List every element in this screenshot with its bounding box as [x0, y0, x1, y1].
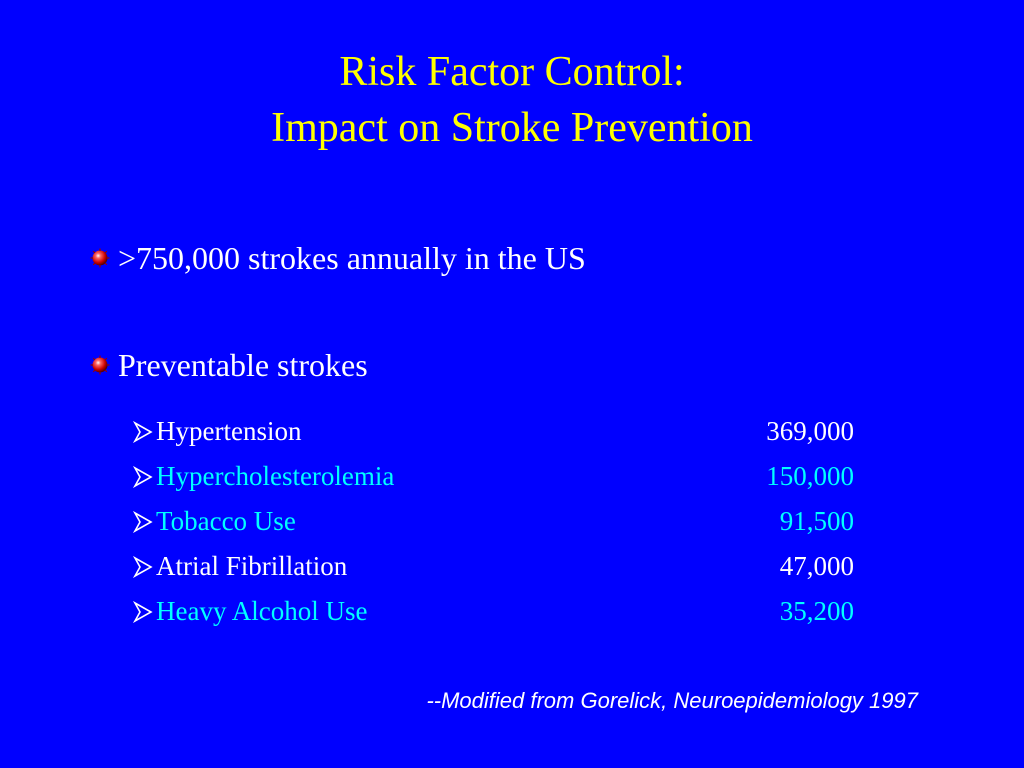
bullet-text: Preventable strokes — [118, 347, 368, 383]
citation: --Modified from Gorelick, Neuroepidemiology 1997 — [426, 688, 918, 713]
title-line-1: Risk Factor Control: — [339, 49, 685, 95]
arrow-bullet-icon — [132, 421, 154, 443]
item-value: 91,500 — [779, 506, 854, 536]
bullet-text: >750,000 strokes annually in the US — [118, 240, 586, 276]
arrow-bullet-icon — [132, 601, 154, 623]
arrow-bullet-icon — [132, 556, 154, 578]
red-sphere-bullet-icon — [90, 248, 110, 268]
list-item-hypercholesterolemia — [132, 454, 854, 499]
preventable-strokes-list — [132, 409, 854, 634]
bullet-item — [90, 345, 368, 385]
list-item-heavy-alcohol-use — [132, 589, 854, 634]
item-value: 35,200 — [779, 596, 854, 626]
list-item-atrial-fibrillation — [132, 544, 854, 589]
item-value: 369,000 — [766, 416, 854, 446]
arrow-bullet-icon — [132, 466, 154, 488]
item-label: Heavy Alcohol Use — [156, 596, 368, 626]
arrow-bullet-icon — [132, 511, 154, 533]
list-item-hypertension — [132, 409, 854, 454]
bullet-item — [90, 238, 586, 278]
item-label: Atrial Fibrillation — [156, 551, 348, 581]
title-line-2: Impact on Stroke Prevention — [271, 105, 753, 151]
red-sphere-bullet-icon — [90, 355, 110, 375]
item-value: 47,000 — [779, 551, 854, 581]
item-label: Hypertension — [156, 416, 302, 446]
item-label: Hypercholesterolemia — [156, 461, 395, 491]
item-value: 150,000 — [766, 461, 854, 491]
list-item-tobacco-use — [132, 499, 854, 544]
slide-title — [0, 44, 1024, 156]
item-label: Tobacco Use — [156, 506, 296, 536]
